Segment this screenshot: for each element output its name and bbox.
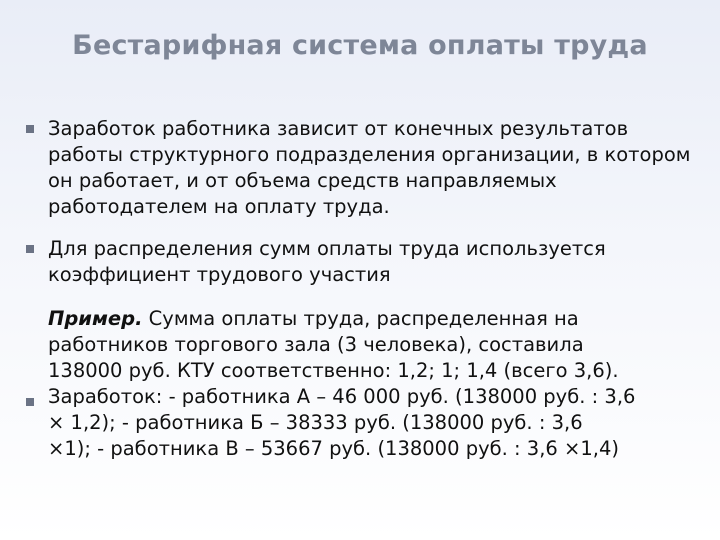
square-bullet-icon: [26, 245, 34, 253]
slide-title: Бестарифная система оплаты труда: [72, 30, 648, 61]
example-paragraph: [48, 306, 708, 462]
bullet-text-1: Заработок работника зависит от конечных результатов работы структурного подразделения организации, в котором он работает, и от объема средств направляемых работодателем на оплату труда.: [48, 117, 691, 218]
example-line-4: Заработок: - работника А – 46 000 руб. (138000 руб. : 3,6: [48, 385, 636, 408]
square-bullet-icon: [26, 125, 34, 133]
example-label: Пример.: [48, 307, 143, 330]
example-line-5: × 1,2); - работника Б – 38333 руб. (138000 руб. : 3,6: [48, 411, 583, 434]
bullet-text-2: Для распределения сумм оплаты труда используется коэффициент трудового участия: [48, 237, 606, 286]
example-line-1: [48, 306, 708, 332]
example-line-3: 138000 руб. КТУ соответственно: 1,2; 1; 1,4 (всего 3,6).: [48, 359, 619, 382]
example-line-6: ×1); - работника В – 53667 руб. (138000 руб. : 3,6 ×1,4): [48, 437, 619, 460]
example-line-1-text: Сумма оплаты труда, распределенная на: [142, 307, 579, 330]
square-bullet-icon: [26, 398, 34, 406]
example-line-2: работников торгового зала (3 человека), составила: [48, 333, 584, 356]
